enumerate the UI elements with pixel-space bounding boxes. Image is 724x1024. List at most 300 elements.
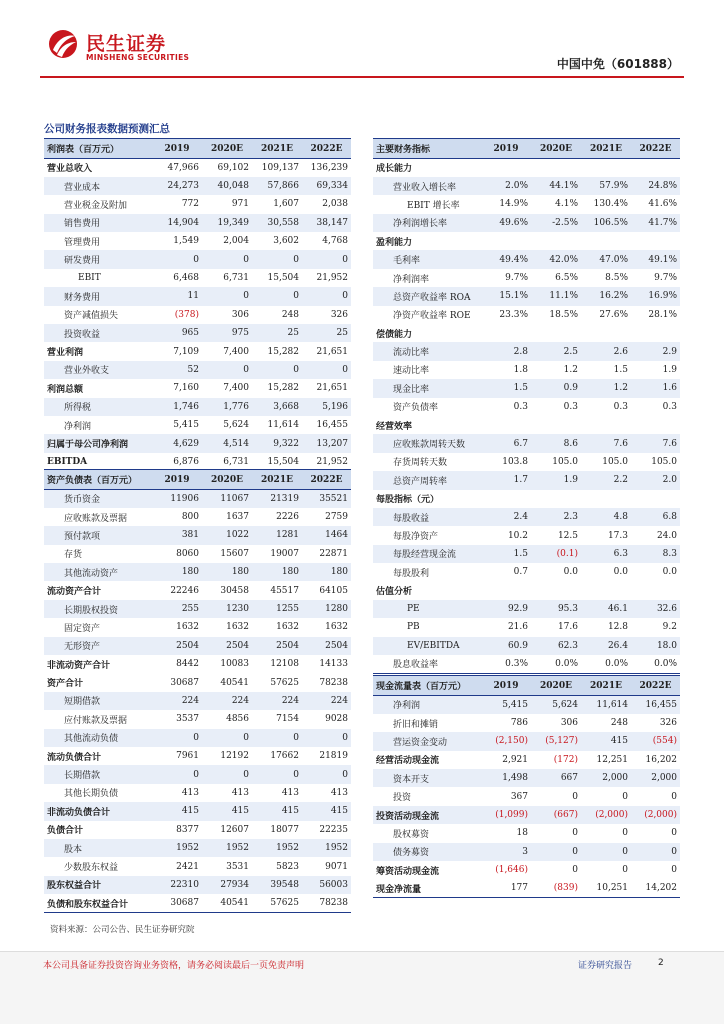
cell-value: 27.6% [599, 309, 628, 320]
cell-value: 5,415 [481, 696, 531, 714]
cell-value: 105.0 [552, 456, 578, 467]
row-label: 毛利率 [373, 250, 481, 268]
cell-value: 4.8 [581, 508, 631, 526]
table-header-row [44, 139, 351, 159]
cell-value: 57625 [270, 677, 299, 688]
cell-value: 2759 [325, 512, 348, 523]
cell-value: (5,127) [531, 732, 581, 750]
cell-value: 7.6 [581, 434, 631, 452]
row-label: 净资产收益率 ROE [393, 311, 471, 322]
cell-value: 180 [152, 563, 202, 581]
cell-value: 1.6 [631, 379, 680, 397]
row-label: 营业外收支 [44, 361, 152, 379]
cell-value [631, 324, 680, 342]
cell-value: 3,668 [252, 398, 302, 416]
cell-value: (2,150) [481, 732, 531, 750]
cell-value: 14.9% [499, 199, 528, 210]
cell-value: 224 [152, 692, 202, 710]
cell-value: 413 [231, 787, 249, 798]
cell-value: 381 [152, 526, 202, 544]
cell-value: 4,768 [322, 236, 348, 247]
table-row [44, 324, 351, 342]
cell-value: 248 [610, 718, 628, 729]
row-label: 股本 [44, 839, 152, 857]
row-label: 投资 [393, 793, 412, 804]
cell-value: 2.6 [581, 342, 631, 360]
cell-value: 0 [531, 843, 581, 861]
cell-value: 6.3 [581, 545, 631, 563]
cell-value: 415 [202, 802, 252, 820]
row-label: 所得税 [44, 398, 152, 416]
cell-value: 12,251 [596, 754, 628, 765]
cell-value: 2,004 [223, 236, 249, 247]
table-row [44, 747, 351, 765]
cell-value: 306 [231, 309, 249, 320]
cell-value: 92.9 [481, 600, 531, 618]
cell-value: 38,147 [302, 214, 351, 232]
table-row [44, 765, 351, 783]
cell-value: 1632 [325, 622, 348, 633]
cell-value: 30458 [220, 585, 249, 596]
cell-value [581, 416, 631, 434]
row-label: 总资产收益率 ROA [373, 287, 481, 305]
table-row [373, 177, 680, 195]
cell-value: 22871 [319, 548, 348, 559]
cell-value: 11,614 [267, 420, 299, 431]
cell-value [481, 159, 531, 177]
table-row [44, 710, 351, 728]
year-header: 2021E [252, 139, 302, 159]
table-row [44, 287, 351, 305]
cell-value: 23.3% [499, 309, 528, 320]
cell-value: 9.7% [654, 273, 677, 284]
cell-value: 0.9 [531, 379, 581, 397]
cell-value: 8.6 [531, 434, 581, 452]
table-row [44, 250, 351, 268]
cell-value [531, 416, 581, 434]
cell-value: 95.3 [531, 600, 581, 618]
table-row [373, 581, 680, 599]
cell-value: 26.4 [581, 637, 631, 655]
table-row [373, 618, 680, 636]
table-row [373, 324, 680, 342]
row-label: PB [407, 622, 420, 633]
row-label: PE [373, 600, 481, 618]
cell-value: 30,558 [252, 214, 302, 232]
cell-value: 1.5 [613, 364, 628, 375]
table-row [44, 600, 351, 618]
cell-value: 21819 [319, 751, 348, 762]
cell-value: 1022 [202, 526, 252, 544]
table-row [373, 471, 680, 489]
cell-value: 12.8 [607, 622, 628, 633]
year-header: 2019 [481, 676, 531, 696]
cell-value: 0 [302, 729, 351, 747]
cell-value: (378) [174, 309, 199, 320]
cell-value: 30687 [152, 894, 202, 912]
cell-value: 772 [181, 199, 199, 210]
cell-value: 1637 [226, 512, 249, 523]
row-label: 营运资金变动 [373, 732, 481, 750]
table-row [44, 379, 351, 397]
row-label: 其他流动资产 [44, 563, 152, 581]
row-label: 固定资产 [64, 623, 101, 634]
cell-value: 10.2 [507, 530, 528, 541]
row-label: 流动资产合计 [47, 587, 102, 598]
row-label: 投资收益 [44, 324, 152, 342]
cell-value: 0.3 [563, 401, 578, 412]
financial-indicators-table [373, 138, 680, 674]
cell-value: 3537 [176, 714, 199, 725]
cell-value: 0 [572, 791, 578, 802]
row-label: EBIT [78, 273, 101, 284]
cell-value: 2226 [276, 512, 299, 523]
row-label: 股息收益率 [373, 655, 481, 673]
cell-value: 1632 [176, 622, 199, 633]
cell-value: (839) [531, 879, 581, 897]
cell-value: 45517 [270, 585, 299, 596]
cell-value: 35521 [302, 490, 351, 508]
cell-value: 5,415 [173, 420, 199, 431]
row-label: 折旧和摊销 [393, 719, 439, 730]
row-label: 流动比率 [373, 342, 481, 360]
cell-value: 1,549 [173, 236, 199, 247]
cell-value: 0 [252, 287, 302, 305]
minsheng-logo-icon [48, 28, 78, 60]
cell-value [581, 581, 631, 599]
table-row [44, 784, 351, 802]
cell-value: 57,866 [252, 177, 302, 195]
cell-value: 11,614 [581, 696, 631, 714]
cell-value: 22310 [152, 876, 202, 894]
row-label: 研发费用 [44, 250, 152, 268]
cell-value: 0 [202, 250, 252, 268]
row-label: 管理费用 [64, 237, 101, 248]
cell-value: 5,624 [531, 696, 581, 714]
cell-value: 103.8 [502, 456, 528, 467]
cell-value [481, 490, 531, 508]
row-label: 每股收益 [373, 508, 481, 526]
cell-value [631, 159, 680, 177]
row-label: 其他长期负债 [64, 789, 119, 800]
table-header-row [44, 470, 351, 490]
cell-value: 1.9 [531, 471, 581, 489]
cell-value: 0.0 [563, 567, 578, 578]
table-row [44, 508, 351, 526]
brand-name-en: MINSHENG SECURITIES [86, 53, 190, 62]
table-row [373, 769, 680, 787]
report-type: 证券研究报告 [578, 961, 633, 971]
cell-value: 8.5% [605, 273, 628, 284]
row-label: 财务费用 [44, 287, 152, 305]
cell-value: 4,629 [152, 434, 202, 452]
cell-value: 0.0% [531, 655, 581, 673]
disclaimer-text: 本公司具备证券投资咨询业务资格，请务必阅读最后一页免责声明 [43, 961, 305, 971]
row-label: 负债和股东权益合计 [44, 894, 152, 912]
cell-value: 16,202 [645, 754, 677, 765]
cell-value: 136,239 [310, 162, 348, 173]
cell-value: 7,400 [223, 346, 249, 357]
cell-value [481, 232, 531, 250]
cell-value: 106.5% [581, 214, 631, 232]
table-row [44, 618, 351, 636]
cell-value: 1281 [252, 526, 302, 544]
cell-value: 16,455 [631, 696, 680, 714]
row-label: 存货 [64, 550, 83, 561]
cell-value: 2.2 [581, 471, 631, 489]
cell-value: 9.2 [662, 622, 677, 633]
table-title: 主要财务指标 [373, 139, 481, 159]
table-row [44, 232, 351, 250]
table-row [44, 398, 351, 416]
row-label: 经营效率 [376, 421, 413, 432]
cell-value: 7,160 [173, 383, 199, 394]
cell-value: 8377 [176, 824, 199, 835]
row-label: 利润总额 [47, 384, 84, 395]
table-row [44, 894, 351, 912]
cell-value: 1.5 [481, 545, 531, 563]
cell-value: 1,498 [481, 769, 531, 787]
cell-value: 6,731 [202, 453, 252, 471]
cell-value: 64105 [319, 585, 348, 596]
cell-value: 0 [572, 865, 578, 876]
cell-value: 3,602 [273, 236, 299, 247]
cell-value: 12607 [220, 824, 249, 835]
cell-value: 16.2% [581, 287, 631, 305]
cell-value: 0 [302, 361, 351, 379]
table-row [44, 416, 351, 434]
row-label: 营业税金及附加 [64, 200, 128, 211]
cell-value: (172) [553, 754, 578, 765]
cell-value: 0 [152, 729, 202, 747]
row-label: EBITDA [44, 453, 152, 471]
cell-value: 17.6 [557, 622, 578, 633]
cell-value: 11906 [152, 490, 202, 508]
cell-value: 14,202 [631, 879, 680, 897]
cell-value: 6.7 [481, 434, 531, 452]
row-label: 应付账款及票据 [64, 715, 128, 726]
cell-value: 21,952 [302, 453, 351, 471]
cell-value: 78238 [319, 677, 348, 688]
cell-value: 415 [302, 802, 351, 820]
table-row [44, 581, 351, 599]
cell-value: 1.5 [481, 379, 531, 397]
cell-value: 415 [152, 802, 202, 820]
cell-value: 19007 [270, 548, 299, 559]
table-row [44, 306, 351, 324]
cell-value: 2504 [302, 637, 351, 655]
cell-value: 2,000 [581, 769, 631, 787]
table-row [373, 879, 680, 897]
cell-value: 8442 [176, 659, 199, 670]
table-row [373, 787, 680, 805]
cell-value: 2.9 [631, 342, 680, 360]
row-label: 无形资产 [44, 637, 152, 655]
cell-value: 8060 [176, 548, 199, 559]
table-row [373, 250, 680, 268]
cell-value: 17662 [270, 751, 299, 762]
year-header: 2019 [152, 139, 202, 159]
table-row [373, 806, 680, 824]
cell-value: 2.3 [531, 508, 581, 526]
cell-value: 3 [481, 843, 531, 861]
cell-value: 1280 [302, 600, 351, 618]
row-label: 债务募资 [373, 843, 481, 861]
cell-value: 12.5 [557, 530, 578, 541]
cell-value: 62.3 [531, 637, 581, 655]
cell-value: 4,514 [202, 434, 252, 452]
table-row [44, 876, 351, 894]
cell-value: 25 [252, 324, 302, 342]
cell-value: 56003 [302, 876, 351, 894]
year-header: 2022E [302, 139, 351, 159]
table-row [44, 214, 351, 232]
cell-value: 3531 [226, 861, 249, 872]
year-header: 2020E [531, 139, 581, 159]
table-title: 资产负债表（百万元） [44, 470, 152, 490]
cell-value: 0.3 [613, 401, 628, 412]
cell-value: 28.1% [648, 309, 677, 320]
cashflow-statement-table [373, 675, 680, 898]
year-header: 2022E [631, 676, 680, 696]
row-label: EBIT 增长率 [407, 200, 460, 211]
cell-value: 2504 [252, 637, 302, 655]
row-label: 销售费用 [44, 214, 152, 232]
cell-value: 2421 [176, 861, 199, 872]
cell-value: 0 [152, 765, 202, 783]
cell-value: 19,349 [202, 214, 252, 232]
cell-value: 1.9 [662, 364, 677, 375]
cell-value: 9.7% [505, 273, 528, 284]
cell-value: 130.4% [593, 199, 628, 210]
table-row [373, 696, 680, 714]
cell-value: 367 [510, 791, 528, 802]
table-row [373, 526, 680, 544]
cell-value: 57.9% [581, 177, 631, 195]
cell-value: 40,048 [202, 177, 252, 195]
row-label: 净利润增长率 [373, 214, 481, 232]
brand-name: 民生证券 [86, 33, 167, 55]
cell-value: 41.6% [648, 199, 677, 210]
cell-value: 224 [202, 692, 252, 710]
cell-value: 57625 [252, 894, 302, 912]
cell-value: 0.3 [662, 401, 677, 412]
cell-value: 15,504 [252, 453, 302, 471]
cell-value: 16,455 [316, 420, 348, 431]
cell-value [581, 324, 631, 342]
table-row [44, 802, 351, 820]
row-label: 营业收入增长率 [373, 177, 481, 195]
cell-value: 0 [202, 361, 252, 379]
row-label: 归属于母公司净利润 [44, 434, 152, 452]
cell-value: 5823 [276, 861, 299, 872]
cell-value: 4.1% [555, 199, 578, 210]
cell-value: 2,038 [322, 199, 348, 210]
table-row [44, 269, 351, 287]
table-row [373, 508, 680, 526]
row-label: 其他流动负债 [44, 729, 152, 747]
row-label: 净利润 [64, 421, 92, 432]
table-row [373, 269, 680, 287]
cell-value: 6.8 [631, 508, 680, 526]
cell-value: 15,282 [267, 383, 299, 394]
row-label: 资产合计 [47, 679, 84, 690]
cell-value: 2504 [152, 637, 202, 655]
cell-value: 15607 [220, 548, 249, 559]
cell-value: 800 [181, 512, 199, 523]
cell-value: 4856 [226, 714, 249, 725]
table-row [44, 637, 351, 655]
cell-value: 52 [152, 361, 202, 379]
cell-value: 7.6 [631, 434, 680, 452]
table-row [373, 214, 680, 232]
cell-value: 0.0% [581, 655, 631, 673]
table-row [373, 232, 680, 250]
cell-value: 6,468 [173, 273, 199, 284]
section-title: 公司财务报表数据预测汇总 [44, 123, 170, 135]
cell-value: (554) [631, 732, 680, 750]
cell-value: 0 [202, 729, 252, 747]
cell-value: 0.3% [481, 655, 531, 673]
row-label: 营业总收入 [47, 164, 93, 175]
cell-value: 177 [481, 879, 531, 897]
cell-value: 1.2 [581, 379, 631, 397]
cell-value: 2.8 [481, 342, 531, 360]
cell-value: 13,207 [302, 434, 351, 452]
cell-value: 1632 [276, 622, 299, 633]
cell-value: 0 [671, 828, 677, 839]
cell-value: 42.0% [531, 250, 581, 268]
cell-value [531, 232, 581, 250]
cell-value: 49.6% [481, 214, 531, 232]
table-row [44, 857, 351, 875]
cell-value [531, 490, 581, 508]
table-row [373, 714, 680, 732]
cell-value [581, 159, 631, 177]
cell-value: 9071 [325, 861, 348, 872]
cell-value: 0.0 [662, 567, 677, 578]
table-row [373, 416, 680, 434]
table-row [373, 453, 680, 471]
cell-value: 15,504 [267, 273, 299, 284]
cell-value: 6.5% [555, 273, 578, 284]
row-label: 短期借款 [44, 692, 152, 710]
table-row [373, 824, 680, 842]
row-label: 成长能力 [376, 164, 413, 175]
row-label: 每股指标（元） [376, 495, 440, 506]
year-header: 2021E [581, 139, 631, 159]
cell-value: 255 [152, 600, 202, 618]
table-row [44, 195, 351, 213]
income-statement-table [44, 138, 351, 472]
cell-value: 21,651 [316, 346, 348, 357]
cell-value: 1952 [302, 839, 351, 857]
cell-value: (2,000) [631, 806, 680, 824]
table-row [44, 729, 351, 747]
cell-value: 0 [252, 361, 302, 379]
cell-value: 18077 [270, 824, 299, 835]
page-number: 2 [658, 958, 664, 968]
cell-value: 965 [152, 324, 202, 342]
cell-value: 1952 [202, 839, 252, 857]
cell-value: 12108 [270, 659, 299, 670]
row-label: 速动比率 [393, 366, 430, 377]
row-label: 盈利能力 [376, 237, 413, 248]
data-source: 资料来源：公司公告、民生证券研究院 [50, 925, 195, 935]
cell-value [481, 581, 531, 599]
cell-value: 18.5% [549, 309, 578, 320]
cell-value: 12192 [220, 751, 249, 762]
